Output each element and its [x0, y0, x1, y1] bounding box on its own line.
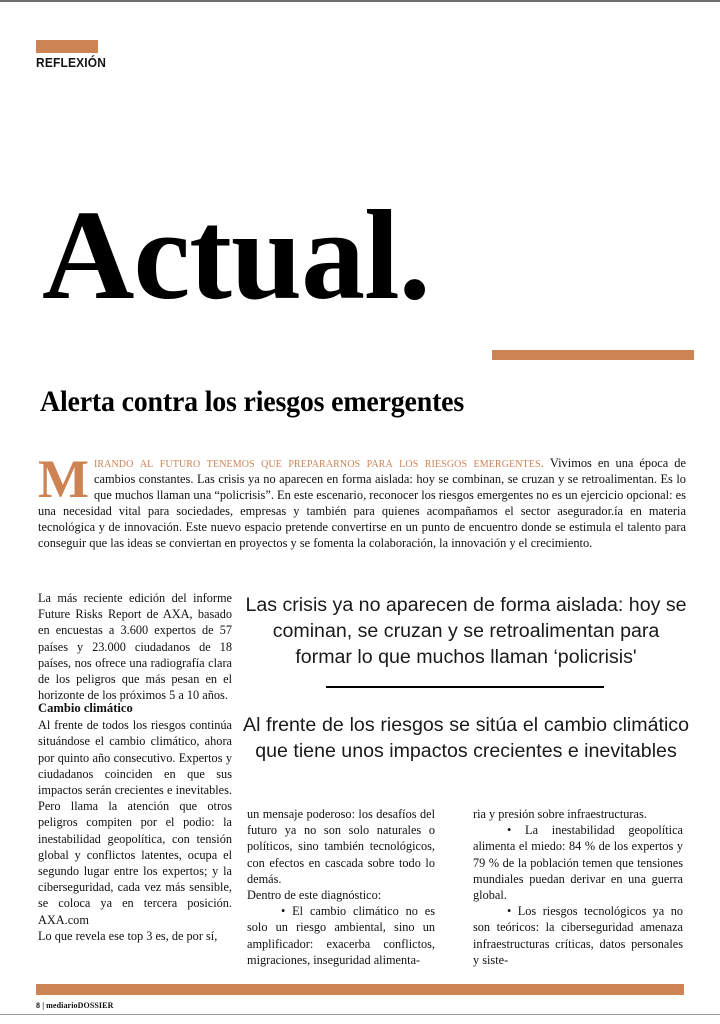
- lead-paragraph: [38, 449, 686, 552]
- left-column-subhead: Cambio climático: [38, 701, 133, 715]
- footer-page-label: 8 | mediarioDOSSIER: [36, 1001, 114, 1010]
- top-hairline-rule: [0, 0, 720, 2]
- footer-accent-bar: [36, 984, 684, 995]
- section-tag-accent-bar: [36, 40, 98, 53]
- middle-paragraph-2: Dentro de este diagnóstico:: [247, 888, 382, 903]
- pull-quote-divider-rule: [326, 686, 604, 688]
- pull-quote-second: Al frente de los riesgos se sitúa el cambio climático que tiene unos impactos crecientes e inevitables: [243, 714, 689, 762]
- title-accent-bar: [492, 350, 694, 360]
- right-column-body: [473, 806, 683, 968]
- pull-quote-first: Las crisis ya no aparecen de forma aislada: hoy se cominan, se cruzan y se retroalimentan para formar lo que muchos llaman ‘policrisis': [245, 594, 687, 668]
- left-column-closing-line: Lo que revela ese top 3 es, de por sí,: [38, 928, 218, 943]
- left-column-climate-block: [38, 700, 232, 944]
- climate-paragraph: Al frente de todos los riesgos continúa situándose el cambio climático, ahora por quinto año consecutivo. Expertos y ciudadanos coinciden en que sus impactos serán crecientes e inevitables. Pero llama la atención que otros peligros compiten por el podio: la inestabilidad geopolítica, con tensión global y conflictos latentes, ocupa el segundo lugar entre los expertos; y la ciberseguridad, cada vez más sensible, se coloca ya en tercera posición. AXA.com: [38, 718, 232, 927]
- article-deck-headline: Alerta contra los riesgos emergentes: [40, 385, 465, 418]
- page-title: Actual.: [42, 184, 430, 326]
- right-continuation-line: ria y presión sobre infraestructuras.: [473, 807, 647, 821]
- section-tag-label: REFLEXIÓN: [36, 55, 107, 70]
- lead-body-text: Vivimos en una época de cambios constantes. Las crisis ya no aparecen en forma aislada: hoy se combinan, se cruzan y se retroalimentan. Es lo que muchos llaman una “policrisis”. En este escenario, reconocer los riesgos emergentes no es un ejercicio opcional: es una necesidad vital para sociedades, empresas y también para quienes acompañamos el sector asegurador.ía en materia tecnológica y de innovación. Este nuevo espacio pretende convertirse en un punto de encuentro donde se estimula el talento para conseguir que las ideas se conviertan en proyectos y se fomenta la colaboración, la innovación y el crecimiento.: [38, 456, 686, 551]
- middle-bullet-1: • El cambio climático no es solo un riesgo ambiental, sino un amplificador: exacerba conflictos, migraciones, inseguridad alimenta-: [247, 904, 435, 967]
- lead-smallcaps-opening: irando al futuro tenemos que prepararnos para los riesgos emergentes.: [93, 455, 545, 470]
- right-bullet-3: • Los riesgos tecnológicos ya no son teóricos: la ciberseguridad amenaza infraestructuras críticas, datos personales y siste-: [473, 904, 683, 967]
- middle-column-body: [247, 806, 435, 968]
- drop-cap: M: [38, 449, 89, 509]
- section-tag: [36, 40, 107, 70]
- report-paragraph: La más reciente edición del informe Future Risks Report de AXA, basado en encuestas a 3.600 expertos de 57 países y 23.000 ciudadanos de 18 países, nos ofrece una radiografía clara de los peligros que más pesan en el horizonte de los próximos 5 a 10 años.: [38, 591, 232, 703]
- middle-paragraph-1: un mensaje poderoso: los desafíos del futuro ya no son solo naturales o políticos, sino también tecnológicos, con efectos en cascada sobre todo lo demás.: [247, 807, 435, 886]
- left-column-report-block: [38, 590, 232, 703]
- right-bullet-2: • La inestabilidad geopolítica alimenta el miedo: 84 % de los expertos y 79 % de la población temen que tensiones mundiales puedan derivar en una guerra global.: [473, 823, 683, 903]
- footer-hairline-rule: [0, 1014, 720, 1015]
- masthead: [42, 184, 682, 326]
